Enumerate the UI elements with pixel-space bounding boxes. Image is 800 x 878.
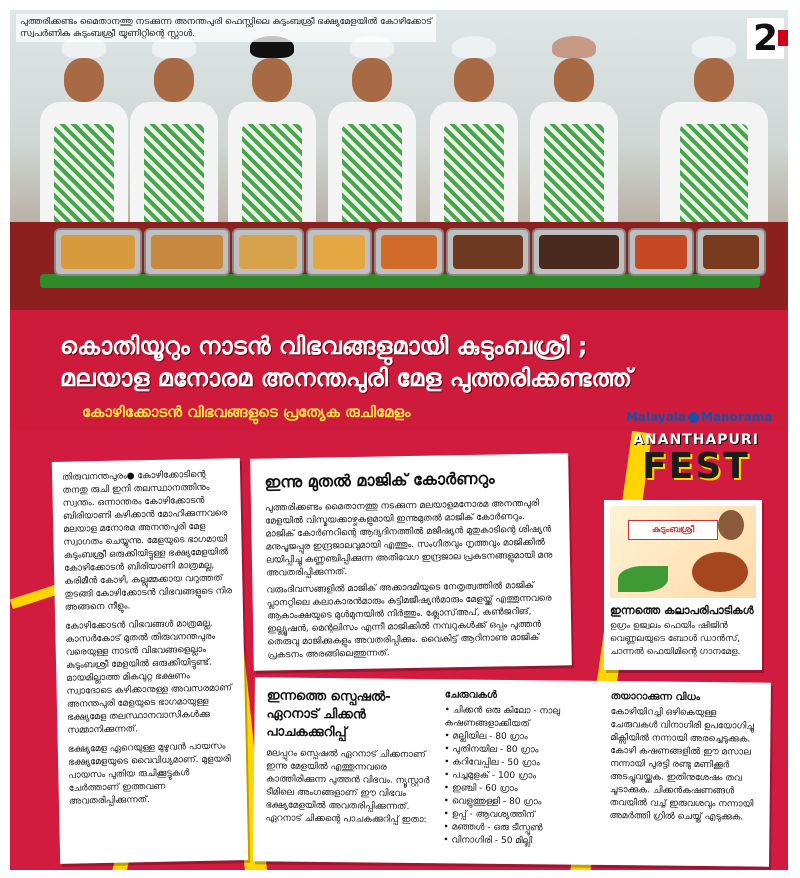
- person: [228, 36, 316, 232]
- food-tray: [54, 228, 142, 276]
- main-story-column: [52, 458, 248, 864]
- food-tray: [374, 228, 444, 276]
- brand-right: Manorama: [701, 410, 773, 424]
- brand-left: Malayala: [626, 410, 687, 424]
- person: [328, 36, 416, 232]
- ingredient-item: • മല്ലിയില - 80 ഗ്രാം: [444, 730, 604, 745]
- ingredients-title: ചേരുവകൾ: [444, 689, 498, 701]
- recipe-box: [253, 677, 771, 866]
- person: [430, 36, 518, 232]
- chef-figure: [718, 510, 744, 540]
- ingredient-item: • കറിവേപ്പില - 50 ഗ്രാം: [444, 756, 604, 771]
- photo-caption: പുത്തരിക്കണ്ടം മൈതാനത്തു നടക്കുന്ന അനന്തപുരി ഫെസ്റ്റിലെ കുടുംബശ്രീ ഭക്ഷ്യമേളയിൽ കോഴിക്കോട് സ്വപർണിക കുടുംബശ്രീ യൂണിറ്റിന്റെ സ്റ്റാൾ.: [16, 14, 436, 42]
- ingredient-item: • പുതിനയില - 80 ഗ്രാം: [444, 743, 604, 758]
- ingredient-item: • പച്ചമുളക് - 100 ഗ്രാം: [444, 769, 604, 784]
- ingredient-item: • ചിക്കൻ ഒരു കിലോ - നാലു കഷണങ്ങളാക്കിയത്: [444, 704, 604, 732]
- fest-logo-main: FEST: [642, 446, 750, 487]
- kudumbashree-badge: കുടുംബശ്രീ: [628, 520, 718, 540]
- fest-logo-top: ANANTHAPURI: [633, 432, 759, 448]
- today-programs-heading: ഇന്നത്തെ കലാപരിപാടികൾ: [610, 604, 754, 617]
- headline: [60, 330, 660, 394]
- kudumbashree-food-image: [610, 506, 756, 598]
- recipe-intro: മലപ്പുറം സ്പെഷൽ ഏറനാട് ചിക്കനാണ് ഇന്നു മേളയിൽ എത്തുന്നവരെ കാത്തിരിക്കുന്ന പുത്തൻ വിഭവം. ന്യൂസ്റ്റാർ ടീമിലെ അംഗങ്ങളാണ് ഈ വിഭവം ഭക്ഷ്യമേളയിൽ അവതരിപ്പിക്കുന്നത്. ഏറനാട് ചിക്കന്റെ പാചകക്കുറിപ്പ് ഇതാ:: [265, 748, 430, 826]
- malayala-manorama-logo: [626, 410, 772, 424]
- food-tray: [696, 228, 766, 276]
- stall-photo: [10, 10, 788, 310]
- globe-icon: [688, 412, 699, 423]
- person: [40, 36, 128, 232]
- story-paragraph: തിരുവനന്തപുരം● കോഴിക്കോടിന്റെ തനതു രുചി ഇനി തലസ്ഥാനത്തിനും സ്വന്തം. ഒന്നാന്തരം കോഴിക്കോടൻ ബിരിയാണി കഴിക്കാൻ മോഹിക്കുന്നവരെ മലയാള മനോരമ അനന്തപുരി മേള സ്വാഗതം ചെയ്യുന്നു. മേളയുടെ ഭാഗമായി കുടുംബശ്രീ ഒരുക്കിയിട്ടുള്ള ഭക്ഷ്യമേളയിൽ കോഴിക്കോടൻ ബിരിയാണി മാത്രമല്ല, കരിമീൻ കോഴി, കല്ലുമ്മക്കായ വറുത്തത് തുടങ്ങി കോഴിക്കോടൻ വിഭവങ്ങളുടെ നിര അങ്ങനെ നീളും.: [62, 469, 233, 613]
- food-tray: [232, 228, 304, 276]
- food-tray: [628, 228, 694, 276]
- leaf-decoration: [618, 566, 668, 592]
- today-programs-box: [604, 500, 762, 670]
- food-tray: [144, 228, 230, 276]
- headline-line-2: മലയാള മനോരമ അനന്തപുരി മേള പുത്തരിക്കണ്ടത്ത്: [60, 364, 633, 392]
- page-flag: [778, 30, 788, 46]
- page-number: 2: [747, 18, 784, 59]
- person: [660, 36, 768, 232]
- person: [530, 36, 618, 232]
- ingredient-item: • മഞ്ഞൾ - ഒരു ടീസ്പൂൺ: [443, 821, 603, 836]
- magic-corner-paragraph: വരുംദിവസങ്ങളിൽ മാജിക് അക്കാദമിയുടെ നേതൃത്വത്തിൽ മാജിക് പ്ലാനറ്റിലെ കലാകാരൻമാരും കുട്ടിമജീഷ്യൻമാരും മേളയ്ക്ക് എത്തുന്നവരെ ആകാംക്ഷയുടെ മുൾമുനയിൽ നിർത്തും. ക്ലോസ്അപ്, കൺജറിങ്, ഇല്ല്യൂഷൻ, മെന്റലിസം എന്നീ മാജിക്കിൽ നമ്പറുകൾക്ക് ഒപ്പം പുത്തൻ തെരുവു മാജിക്കുകളും അവതരിപ്പിക്കും. വൈകിട്ട് ആറിനാണു മാജിക് പ്രകടനം അരങ്ങിലെത്തുന്നത്.: [266, 580, 552, 661]
- food-plate: [692, 552, 748, 592]
- story-paragraph: ഭക്ഷ്യമേള ഏറെയുള്ള മുഴുവൻ പായസം ഭക്ഷ്യമേളയുടെ വൈവിധ്യമാണ്. മുളയരി പായസം പുതിയ രുചിക്കൂട്ടുകൾ ചേർത്താണ് ഇത്തവണ അവതരിപ്പിക്കുന്നത്.: [67, 741, 231, 807]
- ingredient-item: • ഇഞ്ചി - 60 ഗ്രാം: [444, 782, 604, 797]
- headline-banner: [10, 310, 788, 430]
- ingredient-item: • ഉപ്പ് - ആവശ്യത്തിന്: [443, 808, 603, 823]
- headline-line-1: കൊതിയൂറും നാടൻ വിഭവങ്ങളുമായി കുടുംബശ്രീ ;: [60, 332, 588, 360]
- method-title: തയാറാക്കുന്ന വിധം: [610, 691, 701, 703]
- ingredient-item: • വെളുത്തുള്ളി - 80 ഗ്രാം: [444, 795, 604, 810]
- ananthapuri-fest-logo: [627, 432, 765, 502]
- food-tray: [306, 228, 372, 276]
- ingredient-item: • വിനാഗിരി - 50 മില്ലി: [443, 834, 603, 849]
- story-paragraph: കോഴിക്കോടൻ വിഭവങ്ങൾ മാത്രമല്ല, കാസർകോട് മുതൽ തിരുവനന്തപുരം വരെയുള്ള നാടൻ വിഭവങ്ങളെല്ലാം കുടുംബശ്രീ മേളയിൽ ഒരുക്കിയിട്ടുണ്ട്. മായമില്ലാത്ത മികവുറ്റ ഭക്ഷണം സ്വാദോടെ കഴിക്കാനുള്ള അവസരമാണ് അനന്തപുരി മേളയുടെ ഭാഗമായുള്ള ഭക്ഷ്യമേള തലസ്ഥാനവാസികൾക്കു സമ്മാനിക്കുന്നത്.: [65, 618, 232, 736]
- recipe-heading: ഇന്നത്തെ സ്പെഷൽ- ഏറനാട് ചിക്കൻ പാചകക്കുറിപ്പ്: [266, 688, 391, 741]
- magic-corner-box: [250, 453, 572, 671]
- recipe-intro-column: [265, 687, 436, 827]
- ingredients-column: [443, 689, 605, 849]
- today-programs-body: ഉഗ്രം ഉജ്വലം ഫെയിം ഷിജിൻ വെണ്ണലയുടെ ബോൾ ഡാൻസ്, ചാന്നൽ ഫെയിമിന്റെ ഗാനമേള.: [610, 621, 741, 657]
- subheadline: കോഴിക്കോടൻ വിഭവങ്ങളുടെ പ്രത്യേക രുചിമേളം: [82, 403, 411, 421]
- food-tray: [532, 228, 626, 276]
- magic-corner-heading: ഇന്നു മുതൽ മാജിക് കോർണറും: [264, 468, 495, 492]
- magic-corner-paragraph: പുത്തരിക്കണ്ടം മൈതാനത്തു നടക്കുന്ന മലയാളമനോരമ അനന്തപുരി മേളയിൽ വിസ്മയക്കാഴ്ചകളുമായി ഇന്നുമുതൽ മാജിക് കോർണറും. മാജിക് കോർണറിന്റെ ആദ്യദിനത്തിൽ മജീഷ്യൻ മുതുകാടിന്റെ ശിഷ്യൻ മനുപൂജപ്പുര ഇന്ദ്രജാലവുമായി എത്തും. സംഗീതവും നൃത്തവും മാജിക്കിൽ ലയിപ്പിച്ചു കണ്ണഞ്ചിപ്പിക്കുന്ന അതിവേഗ ഇന്ദ്രജാല പ്രകടനങ്ങളുമായി മനു അവതരിപ്പിക്കുന്നത്.: [264, 498, 553, 579]
- food-tray: [446, 228, 530, 276]
- method-column: [609, 691, 758, 825]
- method-text: കോഴിയിറച്ചി ഒഴികെയുള്ള ചേരുവകൾ വിനാഗിരി ഉപയോഗിച്ചു മിക്സിയിൽ നന്നായി അരച്ചെടുക്കുക. കോഴി കഷണങ്ങളിൽ ഈ മസാല നന്നായി പുരട്ടി രണ്ടു മണിക്കൂർ അടച്ചുവയ്ക്കുക. ഇതിനുശേഷം തവ ചൂടാക്കുക. ചിക്കൻകഷണങ്ങൾ തവയിൽ വച്ച് ഇരുവശവും നന്നായി അമർത്തി ഗ്രിൽ ചെയ്ത് എടുക്കുക.: [609, 707, 755, 823]
- person: [130, 36, 218, 232]
- banana-leaf: [40, 274, 760, 288]
- ingredients-list: [443, 704, 604, 849]
